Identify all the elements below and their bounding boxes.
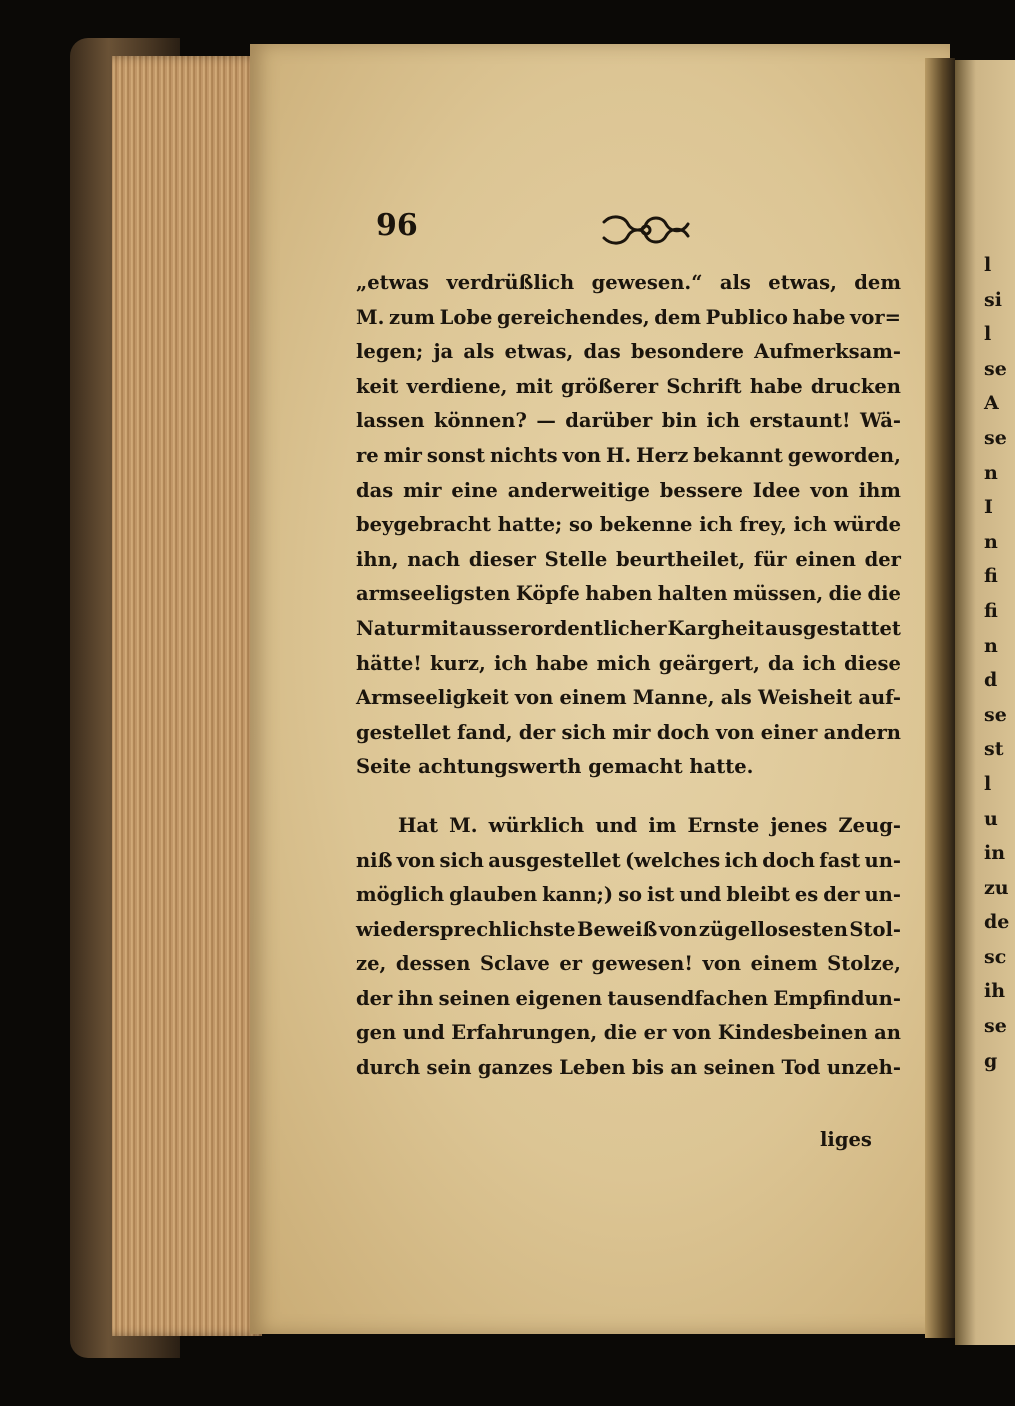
text-line: Hat M. würklich und im Ernste jenes Zeug- bbox=[398, 813, 901, 837]
facing-page-fragment: n bbox=[984, 530, 998, 553]
text-line: armseeligsten Köpfe haben halten müssen, die die bbox=[356, 582, 901, 606]
facing-page-fragment: fi bbox=[984, 565, 998, 588]
facing-page-fragment: l bbox=[984, 323, 992, 346]
text-line: re mir sonst nichts von H. Herz bekannt geworden, bbox=[356, 443, 901, 467]
text-line: lassen können? — darüber bin ich erstaunt! Wä- bbox=[356, 409, 901, 433]
facing-page-fragment: se bbox=[984, 357, 1007, 380]
text-line: der ihn seinen eigenen tausendfachen Empfindun- bbox=[356, 986, 901, 1010]
text-line: gestellet fand, der sich mir doch von einer andern bbox=[356, 720, 901, 744]
page-edges bbox=[112, 56, 262, 1336]
text-line: niß von sich ausgestellet (welches ich doch fast un- bbox=[356, 848, 901, 872]
facing-page-fragment: n bbox=[984, 634, 998, 657]
facing-page-fragment: g bbox=[984, 1049, 998, 1072]
text-line: M. zum Lobe gereichendes, dem Publico habe vor= bbox=[356, 305, 901, 329]
text-line: „etwas verdrüßlich gewesen.“ als etwas, dem bbox=[356, 271, 901, 294]
ornament-icon bbox=[598, 212, 694, 248]
facing-page-fragment: st bbox=[984, 738, 1004, 761]
facing-page-fragment: se bbox=[984, 703, 1007, 726]
facing-page-fragment: I bbox=[984, 496, 993, 519]
facing-page-text bbox=[984, 248, 1010, 1078]
facing-page-fragment: zu bbox=[984, 876, 1009, 899]
text-line: möglich glauben kann;) so ist und bleibt es der un- bbox=[356, 883, 901, 907]
catchword: liges bbox=[820, 1128, 872, 1151]
facing-page-fragment: se bbox=[984, 1015, 1007, 1038]
text-line: ze, dessen Sclave er gewesen! von einem Stolze, bbox=[356, 952, 901, 976]
text-line: hätte! kurz, ich habe mich geärgert, da ich diese bbox=[356, 651, 901, 675]
page-number: 96 bbox=[376, 208, 418, 243]
facing-page-fragment: ih bbox=[984, 980, 1006, 1003]
facing-page-fragment: se bbox=[984, 426, 1007, 449]
facing-page-fragment: u bbox=[984, 807, 998, 830]
facing-page-fragment: si bbox=[984, 288, 1002, 311]
text-line: das mir eine anderweitige bessere Idee von ihm bbox=[356, 478, 901, 502]
text-line: ihn, nach dieser Stelle beurtheilet, für einen der bbox=[356, 547, 901, 571]
facing-page-fragment: sc bbox=[984, 945, 1007, 968]
text-line: keit verdiene, mit größerer Schrift habe drucken bbox=[356, 374, 901, 398]
text-line: beygebracht hatte; so bekenne ich frey, ich würde bbox=[356, 513, 901, 537]
facing-page-fragment: l bbox=[984, 254, 992, 276]
body-text bbox=[356, 266, 901, 1086]
text-line: durch sein ganzes Leben bis an seinen Tod unzeh- bbox=[356, 1056, 901, 1080]
text-line: Seite achtungswerth gemacht hatte. bbox=[356, 755, 754, 779]
facing-page-fragment: A bbox=[984, 392, 999, 415]
facing-page-fragment: in bbox=[984, 842, 1006, 865]
text-line: Armseeligkeit von einem Manne, als Weisheit auf- bbox=[356, 686, 901, 710]
facing-page-fragment: n bbox=[984, 461, 998, 484]
facing-page-fragment: d bbox=[984, 669, 998, 692]
facing-page-fragment: l bbox=[984, 772, 992, 795]
text-line: wiedersprechlichste Beweiß von zügellosesten Stol- bbox=[356, 917, 901, 941]
book-gutter bbox=[925, 58, 955, 1338]
text-line: Natur mit ausserordentlicher Kargheit ausgestattet bbox=[356, 616, 901, 640]
text-line: legen; ja als etwas, das besondere Aufmerksam- bbox=[356, 340, 901, 364]
facing-page-fragment: fi bbox=[984, 599, 998, 622]
facing-page-fragment: de bbox=[984, 911, 1010, 934]
text-line: gen und Erfahrungen, die er von Kindesbeinen an bbox=[356, 1021, 901, 1045]
